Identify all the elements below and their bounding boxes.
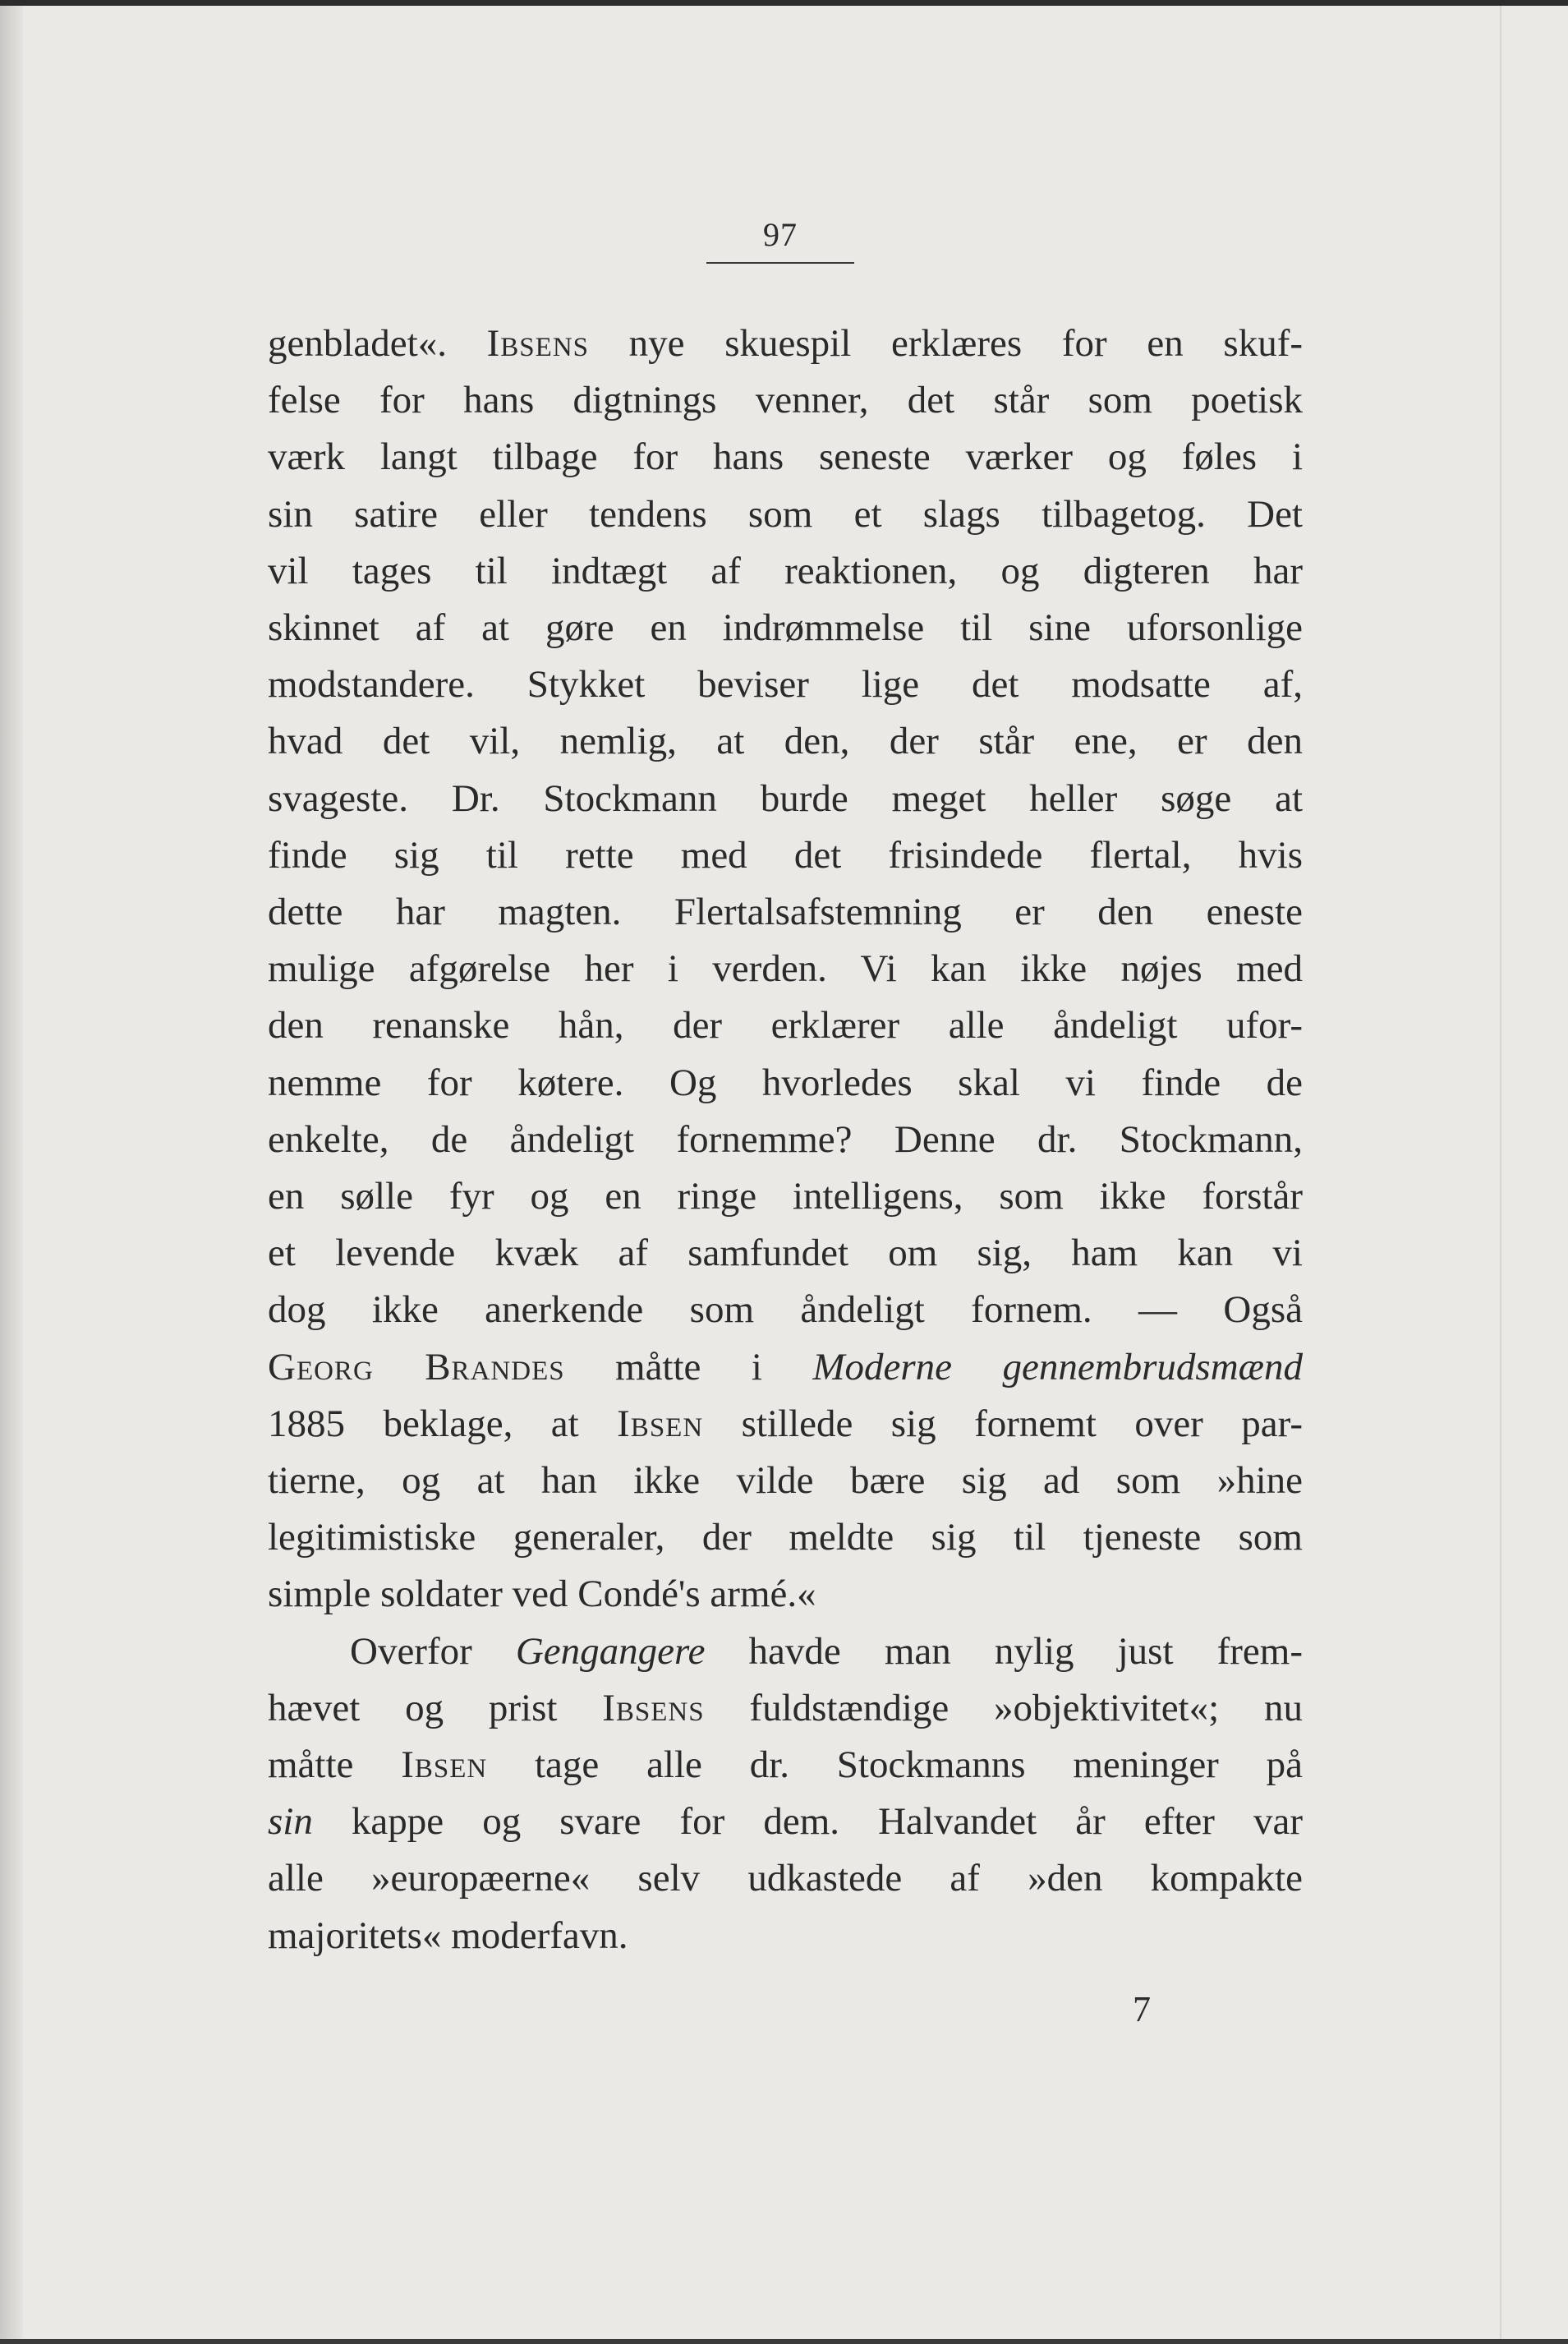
text-run: nemme for køtere. Og hvorledes skal vi finde de [268, 1061, 1303, 1104]
text-run: havde man nylig just frem- [705, 1629, 1303, 1673]
small-caps-name: Ibsen [401, 1743, 488, 1787]
text-line [268, 1112, 1303, 1168]
text-line [268, 1225, 1303, 1282]
text-run: mulige afgørelse her i verden. Vi kan ikke nøjes med [268, 947, 1303, 991]
page-bottom-edge [0, 2339, 1568, 2344]
spine-shadow [0, 6, 23, 2339]
text-run: hvad det vil, nemlig, at den, der står ene, er den [268, 720, 1303, 763]
text-line [268, 997, 1303, 1054]
text-line [268, 656, 1303, 713]
text-line [268, 713, 1303, 770]
text-line [268, 941, 1303, 997]
text-run: fuldstændige »objektivitet«; nu [704, 1686, 1303, 1729]
text-run: dog ikke anerkende som åndeligt fornem. — Også [268, 1288, 1303, 1332]
text-run: et levende kvæk af samfundet om sig, ham kan vi [268, 1232, 1303, 1275]
text-line [268, 600, 1303, 656]
text-line [268, 1282, 1303, 1338]
text-line [268, 1850, 1303, 1907]
text-run: felse for hans digtnings venner, det står som poetisk [268, 379, 1303, 422]
small-caps-name: Ibsen [617, 1402, 704, 1445]
text-run: sin satire eller tendens som et slags tilbagetog. Det [268, 492, 1303, 536]
text-line [268, 771, 1303, 827]
text-run: Overfor [350, 1629, 516, 1673]
text-run: 1885 beklage, at [268, 1402, 618, 1445]
text-line [268, 372, 1303, 429]
text-line [268, 315, 1303, 372]
page-number: 97 [763, 216, 798, 253]
text-line [268, 1339, 1303, 1396]
text-run: simple soldater ved Condé's armé.« [268, 1573, 816, 1616]
text-run: vil tages til indtægt af reaktionen, og digteren har [268, 549, 1303, 592]
text-run: dette har magten. Flertalsafstemning er den eneste [268, 891, 1303, 934]
text-line [268, 1566, 1303, 1623]
text-run: måtte [268, 1743, 402, 1787]
text-run: kappe og svare for dem. Halvandet år efter var [312, 1800, 1303, 1844]
small-caps-name: Ibsens [486, 322, 589, 365]
body-text [268, 315, 1303, 1964]
text-line [268, 1794, 1303, 1850]
text-run: hævet og prist [268, 1686, 603, 1729]
text-run: alle »europæerne« selv udkastede af »den kompakte [268, 1857, 1303, 1900]
text-run: legitimistiske generaler, der meldte sig til tjeneste som [268, 1516, 1303, 1559]
text-run: modstandere. Stykket beviser lige det modsatte af, [268, 663, 1303, 707]
text-line [268, 884, 1303, 941]
text-line [268, 1908, 1303, 1964]
text-line [268, 1055, 1303, 1112]
text-run: en sølle fyr og en ringe intelligens, som ikke forstår [268, 1175, 1303, 1218]
text-run: enkelte, de åndeligt fornemme? Denne dr. Stockmann, [268, 1117, 1303, 1161]
text-line [268, 429, 1303, 486]
text-run: stillede sig fornemt over par- [703, 1402, 1304, 1445]
signature-mark: 7 [1133, 1989, 1151, 2029]
text-line [268, 827, 1303, 884]
text-line [268, 543, 1303, 600]
text-run: den renanske hån, der erklærer alle åndeligt ufor- [268, 1004, 1303, 1048]
text-run: måtte i [564, 1345, 813, 1388]
text-line [268, 486, 1303, 543]
text-line [268, 1509, 1303, 1566]
italic-title: Moderne gennembrudsmænd [812, 1345, 1303, 1388]
text-run: finde sig til rette med det frisindede flertal, hvis [268, 833, 1303, 877]
text-line [268, 1396, 1303, 1453]
text-run: majoritets« moderfavn. [268, 1913, 628, 1957]
page-number-rule [706, 262, 854, 264]
small-caps-name: Georg Brandes [268, 1345, 565, 1388]
page-top-edge [0, 0, 1568, 6]
italic-title: Gengangere [515, 1629, 706, 1673]
small-caps-name: Ibsens [602, 1686, 705, 1729]
text-line [268, 1680, 1303, 1737]
text-line [268, 1737, 1303, 1794]
text-line [268, 1168, 1303, 1225]
italic-title: sin [268, 1800, 313, 1844]
text-run: tage alle dr. Stockmanns meninger på [487, 1743, 1303, 1787]
text-run: skinnet af at gøre en indrømmelse til sine uforsonlige [268, 606, 1303, 650]
text-line [268, 1623, 1303, 1680]
gutter-line [1500, 6, 1501, 2339]
text-run: nye skuespil erklæres for en skuf- [589, 322, 1303, 365]
text-run: værk langt tilbage for hans seneste værker og føles i [268, 435, 1303, 479]
text-line [268, 1453, 1303, 1509]
text-run: svageste. Dr. Stockmann burde meget heller søge at [268, 776, 1303, 820]
text-run: genbladet«. [268, 322, 487, 365]
text-run: tierne, og at han ikke vilde bære sig ad som »hine [268, 1459, 1303, 1503]
